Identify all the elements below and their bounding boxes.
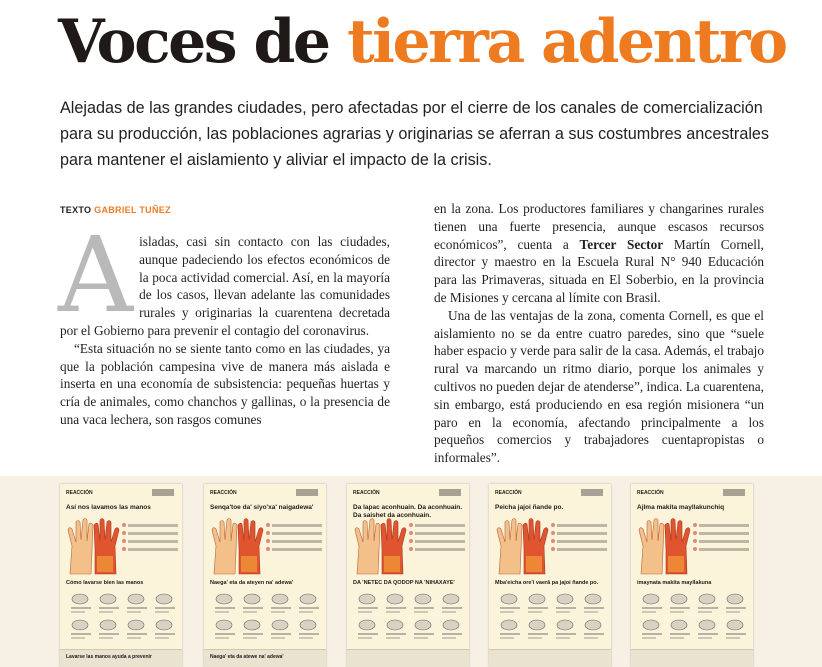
article-lead: Alejadas de las grandes ciudades, pero afectadas por el cierre de los canales de comercialización para su producción, las poblaciones agrarias y originarias se aferran a sus costumbres ancestrales para mantener el aislamiento y aliviar el impacto de la crisis. bbox=[60, 99, 770, 169]
hands-illustration-icon bbox=[208, 516, 266, 578]
legend-line bbox=[699, 524, 749, 527]
poster-title: Peicha jajoi ñande po. bbox=[495, 504, 564, 511]
legend-line bbox=[415, 540, 465, 543]
body-paragraph: Una de las ventajas de la zona, comenta Cornell, es que el aislamiento no se da entre cuatro paredes, sino que “suele haber espacio y verde para salir de la casa. Además, el trabajo rural va marcando un ritmo diario, porque los animales y cultivos no pueden dejar de atenderse”, indica. La cuarentena, sin embargo, está produciendo en esa región misionera “un paro en la economía, afectando principalmente a los pequeños comercios y trabajadores cuentapropistas o informales”. bbox=[434, 307, 764, 466]
poster-subtitle: Mba'eicha ore'i vaerã pa jajoi ñande po. bbox=[495, 580, 599, 586]
legend-line bbox=[557, 532, 607, 535]
poster-legend bbox=[409, 524, 465, 556]
legend-line bbox=[272, 532, 322, 535]
poster-subtitle: imaynata makita mayllakuna bbox=[637, 580, 712, 586]
legend-line bbox=[272, 540, 322, 543]
poster-seal-icon bbox=[723, 489, 745, 496]
legend-line bbox=[699, 532, 749, 535]
body-paragraph-text: isladas, casi sin contacto con las ciudades, aunque padeciendo los efectos económicos de la poca actividad comercial. Así, en la mayoría de los casos, llevan adelante las comunidades rurales y originarias la cuarentena decretada por el Gobierno para prevenir el contagio del coronavirus. bbox=[60, 234, 390, 338]
poster-logo: REACCIÓN bbox=[210, 490, 237, 496]
poster-footer bbox=[347, 649, 469, 667]
legend-line bbox=[557, 524, 607, 527]
hands-illustration-icon bbox=[493, 516, 551, 578]
publication-name: Tercer Sector bbox=[579, 236, 664, 252]
body-column-left bbox=[58, 214, 390, 429]
poster-seal-icon bbox=[296, 489, 318, 496]
drop-cap: A bbox=[58, 214, 134, 336]
legend-line bbox=[699, 548, 749, 551]
poster-subtitle: DA 'NETEC DA QODOP NA 'NIHAXAYE' bbox=[353, 580, 455, 586]
poster-seal-icon bbox=[581, 489, 603, 496]
poster-title: Ajlma makita mayllakunchiq bbox=[637, 504, 725, 511]
legend-line bbox=[415, 532, 465, 535]
poster bbox=[204, 484, 326, 667]
poster-legend bbox=[551, 524, 607, 556]
poster bbox=[489, 484, 611, 667]
poster-footer bbox=[631, 649, 753, 667]
hands-illustration-icon bbox=[635, 516, 693, 578]
body-column-right bbox=[434, 200, 764, 467]
legend-line bbox=[557, 540, 607, 543]
poster-footer bbox=[60, 649, 182, 667]
poster-seal-icon bbox=[439, 489, 461, 496]
poster-footer-text: Naega' eta da atewe na' adewa' bbox=[210, 654, 284, 660]
hands-illustration-icon bbox=[64, 516, 122, 578]
legend-line bbox=[128, 548, 178, 551]
poster bbox=[347, 484, 469, 667]
body-text: en la zona. Los productores familiares y changarines rurales tienen una fuerte presencia, aunque escasos recursos económicos”, cuenta a bbox=[434, 201, 764, 252]
poster-title: Senqa'toe da' siyo'xa' naigadewa' bbox=[210, 504, 314, 511]
poster-title: Así nos lavamos las manos bbox=[66, 504, 151, 511]
body-text: Martín Cornell, director y maestro en la Escuela Rural N° 940 Educación para las Primaveras, situada en El Soberbio, en la provincia de Misiones y cercana al límite con Brasil. bbox=[434, 236, 765, 305]
poster-footer-text: Lavarse las manos ayuda a prevenir bbox=[66, 654, 152, 660]
poster-footer bbox=[204, 649, 326, 667]
poster-legend bbox=[266, 524, 322, 556]
poster-subtitle: Cómo lavarse bien las manos bbox=[66, 580, 144, 586]
poster-footer bbox=[489, 649, 611, 667]
washing-steps-icon bbox=[637, 590, 749, 642]
poster-logo: REACCIÓN bbox=[353, 490, 380, 496]
title-part-2-accent: tierra adentro bbox=[346, 7, 786, 77]
byline-label: TEXTO bbox=[60, 205, 95, 215]
legend-line bbox=[128, 524, 178, 527]
title-part-1: Voces de bbox=[58, 7, 347, 77]
poster bbox=[631, 484, 753, 667]
body-paragraph bbox=[58, 214, 390, 340]
poster-logo: REACCIÓN bbox=[637, 490, 664, 496]
poster-logo: REACCIÓN bbox=[495, 490, 522, 496]
legend-line bbox=[128, 540, 178, 543]
byline-author: GABRIEL TUÑEZ bbox=[94, 205, 171, 215]
poster-subtitle: Naega' eta da ateyen na' adewa' bbox=[210, 580, 294, 586]
poster-seal-icon bbox=[152, 489, 174, 496]
poster bbox=[60, 484, 182, 667]
legend-line bbox=[415, 548, 465, 551]
body-paragraph bbox=[434, 200, 764, 307]
legend-line bbox=[128, 532, 178, 535]
article-title bbox=[58, 6, 818, 78]
washing-steps-icon bbox=[210, 590, 322, 642]
legend-line bbox=[699, 540, 749, 543]
legend-line bbox=[272, 524, 322, 527]
washing-steps-icon bbox=[353, 590, 465, 642]
poster-logo: REACCIÓN bbox=[66, 490, 93, 496]
legend-line bbox=[272, 548, 322, 551]
legend-line bbox=[415, 524, 465, 527]
legend-line bbox=[557, 548, 607, 551]
poster-title: Da lapac aconhuain. Da aconhuain. Da saishet da aconhuain. bbox=[353, 504, 463, 519]
washing-steps-icon bbox=[66, 590, 178, 642]
poster-legend bbox=[693, 524, 749, 556]
washing-steps-icon bbox=[495, 590, 607, 642]
body-paragraph: “Esta situación no se siente tanto como en las ciudades, ya que la población campesina vive de manera más aislada e inserta en una economía de subsistencia: pequeñas huertas y cría de animales, como chanchos y gallinas, o la presencia de una vaca lechera, son rasgos comunes bbox=[60, 340, 390, 427]
hands-illustration-icon bbox=[351, 516, 409, 578]
poster-legend bbox=[122, 524, 178, 556]
